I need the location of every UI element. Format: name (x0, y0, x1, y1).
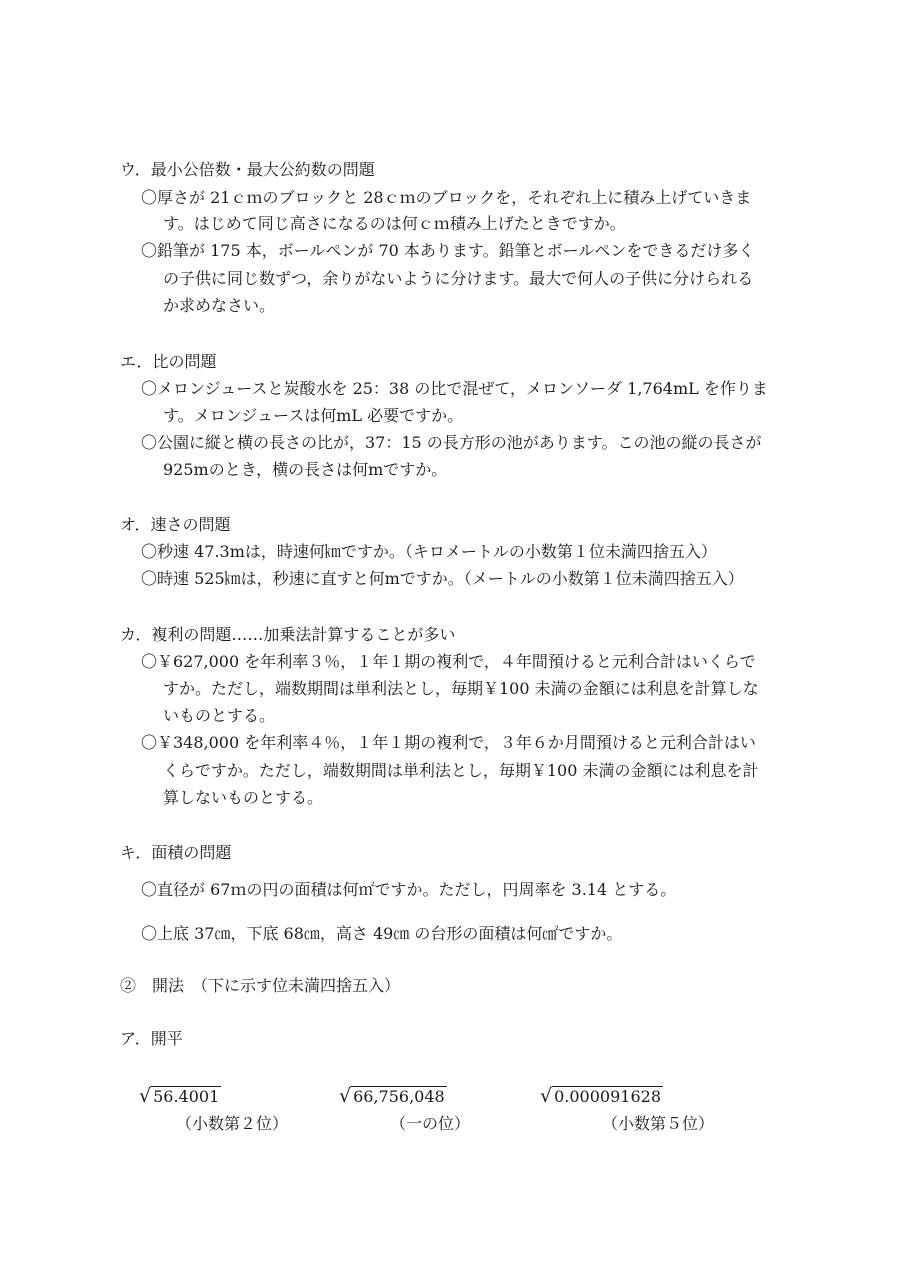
rounding-caption: （一の位） (390, 1114, 471, 1133)
question-text-line: 〇鉛筆が 175 本，ボールペンが 70 本あります。鉛筆とボールペンをできるだけ多く (141, 241, 755, 260)
question-text-line: 925mのとき，横の長さは何mですか。 (163, 460, 448, 479)
question-text-line: 算しないものとする。 (163, 788, 324, 807)
part-heading-root-extraction: ② 開法 （下に示す位未満四捨五入） (120, 976, 401, 995)
section-heading-square-root: ア．開平 (120, 1029, 183, 1048)
question-text-line: 〇￥348,000 を年利率４％，１年１期の複利で，３年６か月間預けると元利合計はい (141, 733, 756, 752)
question-text-line: いものとする。 (163, 706, 276, 725)
radicand: 56.4001 (153, 1087, 220, 1106)
section-heading-compound-interest: カ．複利の問題……加乗法計算することが多い (120, 625, 456, 644)
question-text-line: 〇直径が 67ｍの円の面積は何㎡ですか。ただし，円周率を 3.14 とする。 (141, 880, 677, 899)
question-text-line: すか。ただし，端数期間は単利法とし，毎期￥100 未満の金額には利息を計算しな (163, 679, 759, 698)
sqrt-expression (540, 1085, 663, 1107)
question-text-line: くらですか。ただし，端数期間は単利法とし，毎期￥100 未満の金額には利息を計 (163, 761, 759, 780)
section-heading-ratio: エ．比の問題 (120, 352, 217, 371)
question-text-line: 〇厚さが 21ｃｍのブロックと 28ｃｍのブロックを，それぞれ上に積み上げていきま (141, 188, 752, 207)
sqrt-expression (339, 1085, 447, 1107)
radical-sign: √ (339, 1085, 352, 1107)
radicand: 0.000091628 (554, 1087, 661, 1106)
question-text-line: 〇時速 525㎞は，秒速に直すと何mですか。（メートルの小数第１位未満四捨五入） (141, 569, 744, 588)
sqrt-expression (139, 1085, 221, 1107)
rounding-caption: （小数第５位） (602, 1114, 715, 1133)
question-text-line: 〇メロンジュースと炭酸水を 25：38 の比で混ぜて，メロンソーダ 1,764mL を作りま (141, 379, 768, 398)
rounding-caption: （小数第２位） (176, 1114, 289, 1133)
question-text-line: か求めなさい。 (163, 296, 276, 315)
section-heading-lcm-gcd: ウ．最小公倍数・最大公約数の問題 (120, 160, 375, 179)
question-text-line: す。メロンジュースは何mL 必要ですか。 (163, 406, 464, 425)
question-text-line: の子供に同じ数ずつ，余りがないように分けます。最大で何人の子供に分けられる (163, 269, 754, 288)
radical-sign: √ (540, 1085, 553, 1107)
section-heading-area: キ．面積の問題 (120, 843, 232, 862)
section-heading-speed: オ．速さの問題 (120, 515, 231, 534)
question-text-line: 〇￥627,000 を年利率３％，１年１期の複利で，４年間預けると元利合計はいくらで (141, 652, 756, 671)
question-text-line: 〇公園に縦と横の長さの比が，37：15 の長方形の池があります。この池の縦の長さが (141, 433, 762, 452)
question-text-line: 〇上底 37㎝，下底 68㎝，高さ 49㎝ の台形の面積は何㎠ですか。 (141, 924, 623, 943)
radicand: 66,756,048 (353, 1087, 445, 1106)
question-text-line: す。はじめて同じ高さになるのは何ｃｍ積み上げたときですか。 (163, 214, 626, 233)
question-text-line: 〇秒速 47.3mは，時速何㎞ですか。（キロメートルの小数第１位未満四捨五入） (141, 542, 717, 561)
radical-sign: √ (139, 1085, 152, 1107)
